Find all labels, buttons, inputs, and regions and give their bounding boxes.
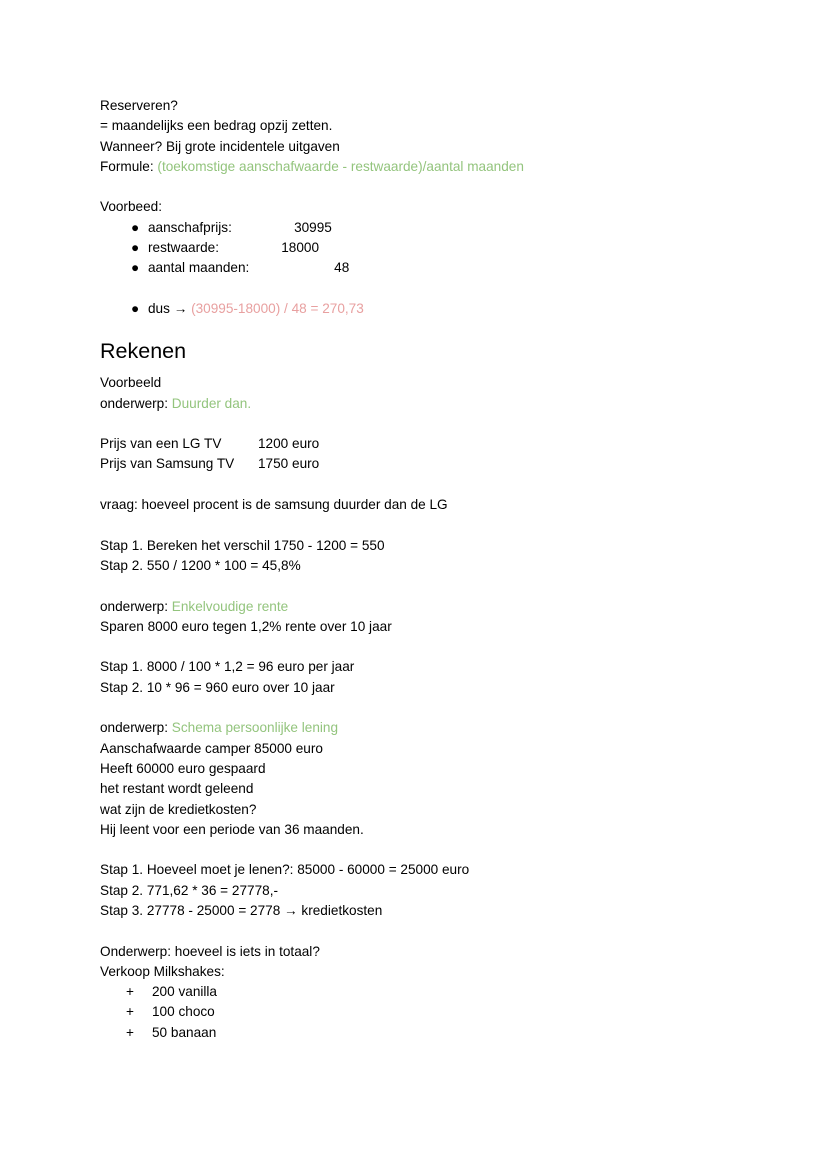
conclusion-prefix: dus → (148, 300, 192, 316)
formula-value: (toekomstige aanschafwaarde - restwaarde)/aantal maanden (157, 158, 524, 174)
spacer (100, 637, 740, 657)
price-row-samsung (100, 454, 740, 474)
onderwerp-value: Schema persoonlijke lening (171, 720, 339, 736)
onderwerp-value: Enkelvoudige rente (171, 598, 289, 614)
stap-line: Stap 1. Hoeveel moet je lenen?: 85000 - 60000 = 25000 euro (100, 862, 470, 878)
price-label: Prijs van Samsung TV (100, 456, 235, 472)
document-body (100, 96, 740, 1043)
stap-line: Stap 2. 771,62 * 36 = 27778,- (100, 882, 278, 898)
onderwerp-value: Duurder dan. (171, 395, 252, 411)
bullet-icon: ● (131, 260, 140, 276)
onderwerp-label: onderwerp: (100, 598, 172, 614)
price-label: Prijs van een LG TV (100, 436, 222, 452)
onderwerp-schema-lening-row (100, 718, 740, 738)
spacer (100, 698, 740, 718)
stap-line: Stap 3. 27778 - 25000 = 2778 → kredietkosten (100, 902, 383, 918)
spacer (100, 515, 740, 535)
price-row-lg (100, 434, 740, 454)
price-value: 1200 euro (258, 436, 320, 452)
reserveren-title: Reserveren? (100, 98, 178, 113)
vraag-line: vraag: hoeveel procent is de samsung duurder dan de LG (100, 497, 448, 513)
reserveren-definition: = maandelijks een bedrag opzij zetten. (100, 118, 333, 134)
list-item (100, 238, 740, 258)
list-item (100, 982, 740, 1002)
stap-line: Stap 1. 8000 / 100 * 1,2 = 96 euro per jaar (100, 659, 355, 675)
rekenen-voorbeeld-label: Voorbeeld (100, 375, 162, 391)
sparen-line: Sparen 8000 euro tegen 1,2% rente over 10 jaar (100, 618, 392, 634)
onderwerp-label: onderwerp: (100, 395, 172, 411)
onderwerp-enkelvoudige-rente-row (100, 597, 740, 617)
list-item-label: 50 banaan (152, 1024, 217, 1040)
verkoop-label: Verkoop Milkshakes: (100, 963, 225, 979)
lening-line: het restant wordt geleend (100, 781, 254, 797)
list-item (100, 1023, 740, 1043)
onderwerp-label: onderwerp: (100, 720, 172, 736)
stap-line: Stap 1. Bereken het verschil 1750 - 1200 = 550 (100, 537, 385, 553)
list-item-label: aanschafprijs: (148, 219, 232, 235)
stap-line: Stap 2. 10 * 96 = 960 euro over 10 jaar (100, 679, 335, 695)
bullet-icon: ● (131, 240, 140, 256)
spacer (100, 576, 740, 596)
list-item-label: 200 vanilla (152, 984, 217, 1000)
reserveren-formula-row (100, 157, 740, 177)
stap-line: Stap 2. 550 / 1200 * 100 = 45,8% (100, 557, 301, 573)
spacer (100, 840, 740, 860)
page-title: Rekenen (100, 339, 187, 364)
list-item-label: 100 choco (152, 1004, 215, 1020)
spacer (100, 414, 740, 434)
reserveren-when: Wanneer? Bij grote incidentele uitgaven (100, 138, 340, 154)
list-item (100, 1002, 740, 1022)
plus-icon: + (126, 1004, 134, 1020)
list-item (100, 218, 740, 238)
bullet-icon: ● (131, 300, 140, 316)
onderwerp-totaal-line: Onderwerp: hoeveel is iets in totaal? (100, 943, 320, 959)
list-item-value: 30995 (294, 219, 332, 235)
spacer (100, 279, 740, 299)
spacer (100, 475, 740, 495)
onderwerp-duurder-dan-row (100, 394, 740, 414)
price-value: 1750 euro (258, 456, 320, 472)
spacer (100, 921, 740, 941)
list-item-label: restwaarde: (148, 240, 220, 256)
formula-label: Formule: (100, 158, 158, 174)
voorbeeld-label: Voorbeed: (100, 199, 162, 215)
rekenen-heading-block (100, 319, 740, 373)
list-item-value: 48 (334, 260, 350, 276)
spacer (100, 177, 740, 197)
plus-icon: + (126, 1024, 134, 1040)
list-item (100, 258, 740, 278)
list-item-value: 18000 (281, 240, 320, 256)
voorbeeld-bullet-list (100, 218, 740, 319)
list-item (100, 299, 740, 319)
lening-line: wat zijn de kredietkosten? (100, 801, 257, 817)
lening-line: Hij leent voor een periode van 36 maanden. (100, 821, 364, 837)
list-item-label: aantal maanden: (148, 260, 250, 276)
lening-line: Aanschafwaarde camper 85000 euro (100, 740, 323, 756)
lening-line: Heeft 60000 euro gespaard (100, 760, 266, 776)
conclusion-value: (30995-18000) / 48 = 270,73 (191, 300, 364, 316)
bullet-icon: ● (131, 219, 140, 235)
plus-icon: + (126, 984, 134, 1000)
